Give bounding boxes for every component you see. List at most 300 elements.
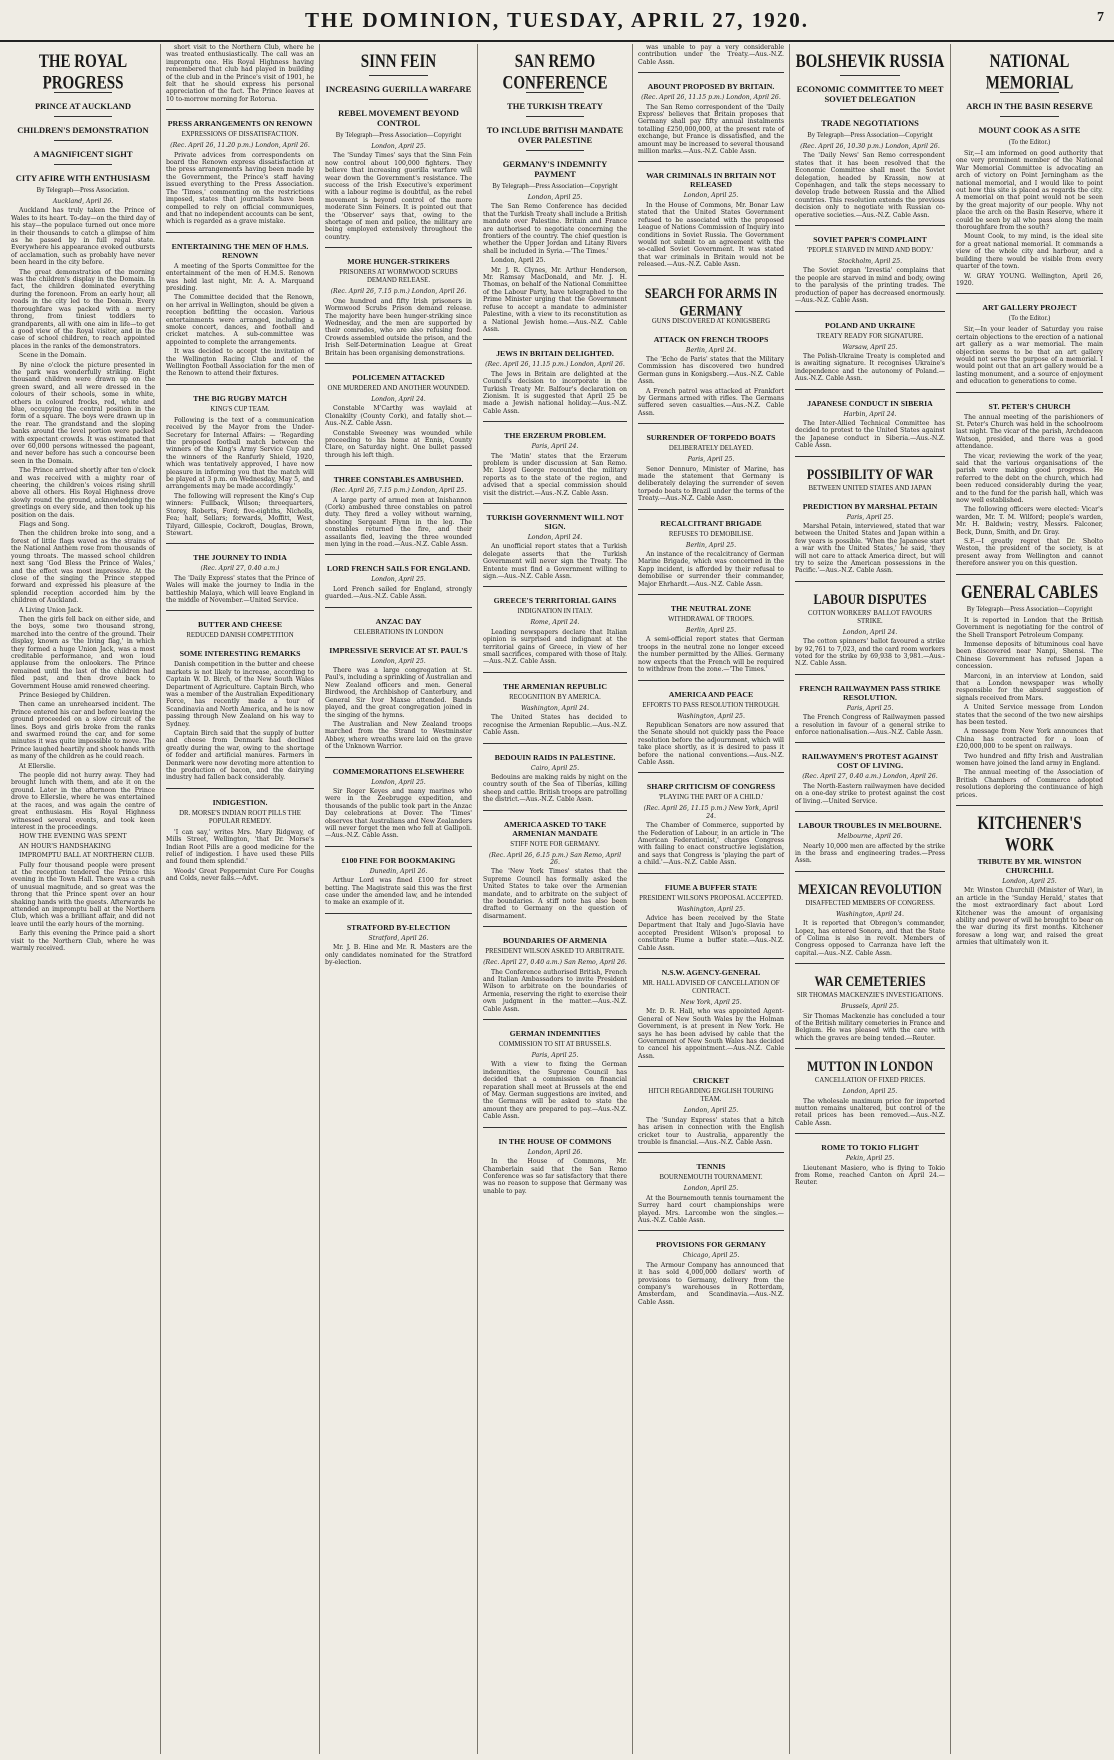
section-subhead: KING'S CUP TEAM.	[210, 405, 270, 413]
section-rule	[956, 392, 1103, 393]
section-subhead: DELIBERATELY DELAYED.	[668, 445, 754, 453]
section-rule	[483, 926, 627, 927]
dateline: (Rec. April 26, 7.15 p.m.) London, April 26.	[330, 288, 467, 296]
paragraph: The San Remo Conference has decided that the Turkish Treaty shall include a British mandate over Palestine. Britain and France are authorised to negotiate concerning the frontiers of the country. The chief question is whether the Upper Jordan and Litany Rivers shall be included in Syria.—'The Times.'	[483, 203, 627, 255]
section-headline: BOUNDARIES OF ARMENIA	[502, 936, 608, 946]
section-headline: THE JOURNEY TO INDIA	[193, 553, 287, 563]
section-headline: LORD FRENCH SAILS FOR ENGLAND.	[326, 564, 471, 574]
dateline: London, April 25.	[683, 192, 739, 200]
section-headline: ANZAC DAY	[375, 616, 422, 626]
paragraph: Following is the text of a communication received by the Mayor from the Under-Secretary for Internal Affairs: — 'Regarding the proposed football match between the winners of the King's Army Service Cup and the winners of the Ranfurly Shield, 1920, which was tentatively approved, I have now pleasure in informing you that the match will be played at 3 p.m. on Wednesday, May 5, and arrangements may be made accordingly.'	[166, 416, 314, 491]
section-subhead: BETWEEN UNITED STATES AND JAPAN	[808, 484, 932, 492]
column-sinn-fein	[319, 44, 477, 1754]
column-royal-progress	[6, 44, 160, 1754]
column-bolshevik-russia	[789, 44, 950, 1754]
section-subhead: REDUCED DANISH COMPETITION	[186, 632, 294, 640]
dateline: Stratford, April 26.	[368, 934, 429, 942]
story-deck: REBEL MOVEMENT BEYOND CONTROL	[338, 108, 459, 128]
paragraph: The Inter-Allied Technical Committee has decided to protest to the United States against the Japanese conduct in Siberia.—Aus.-N.Z. Cable Assn.	[795, 419, 945, 450]
paragraph: Arthur Lord was fined £100 for street betting. The Magistrate said this was the first case under the amended law, and he intended to make an example of it.	[325, 877, 472, 907]
rule-divider	[369, 75, 428, 76]
paragraph: Sir,—In your leader of Saturday you raise certain objections to the erection of a national art gallery as a war memorial. The main objection seems to be that an art gallery would not serve the purpose of a memorial. I would point out that an art gallery would be a lasting monument, and a source of enjoyment and education to generations to come.	[956, 326, 1103, 386]
section-headline: ENTERTAINING THE MEN OF H.M.S. RENOWN	[171, 241, 309, 260]
section-rule	[638, 958, 784, 959]
paragraph: The people did not hurry away. They had brought lunch with them, and ate it on the ground. Later in the afternoon the Prince drove to Ellerslie, where he was entertained at the races, and was again the centre of great enthusiasm. His Royal Highness witnessed several events, and took keen interest in the proceedings.	[11, 772, 155, 831]
paragraph: The 'Echo de Paris' states that the Military Commission has discovered two hundred German guns in Konigsberg.—Aus.-N.Z. Cable Assn.	[638, 355, 784, 386]
section-headline: ABOUNT PROPOSED BY BRITAIN.	[647, 82, 775, 92]
paragraph: 'I can say,' writes Mrs. Mary Ridgway, of Mills Street, Wellington, 'that Dr. Morse's Indian Root Pills are a good medicine for the relief of indigestion. I have used these Pills and found them splendid.'	[166, 828, 314, 866]
story-deck: TO INCLUDE BRITISH MANDATE OVER PALESTINE	[486, 125, 624, 145]
paragraph: Marshal Petain, interviewed, stated that war between the United States and Japan within a few years is possible. 'When the Japanese start a war with the United States,' he said, 'they will not care to attack America direct, but will try to seize the American possessions in the Pacific.'—Aus.-N.Z. Cable Assn.	[795, 522, 945, 575]
paragraph: One hundred and fifty Irish prisoners in Wormwood Scrubs Prison demand release. The majority have been hunger-striking since Wednesday, and the men are supported by their comrades, who are also refusing food. Crowds assembled outside the prison, and the Irish Self-Determination League at Great Britain has been organising demonstrations.	[325, 297, 472, 357]
dateline: Berlin, April 25.	[685, 627, 737, 635]
section-subhead: DISAFFECTED MEMBERS OF CONGRESS.	[805, 899, 935, 907]
dateline: Berlin, April 25.	[685, 541, 737, 549]
section-rule	[325, 913, 472, 914]
story-deck: CHILDREN'S DEMONSTRATION	[17, 125, 149, 135]
paragraph: The Polish-Ukraine Treaty is completed and is awaiting signature. It recognises Ukraine's independence and the autonomy of Poland.—Aus.-N.Z. Cable Assn.	[795, 352, 945, 383]
paragraph: Two hundred and fifty Irish and Australian women have joined the land army in England.	[956, 752, 1103, 767]
credit-line: By Telegraph—Press Association—Copyright	[335, 132, 462, 139]
section-rule	[166, 109, 314, 110]
paragraph: The 'Sunday Express' states that a hitch has arisen in connection with the English cricket tour to Australia, apparently the trouble is financial.—Aus.-N.Z. Cable Assn.	[638, 1116, 784, 1146]
section-headline: WAR CRIMINALS IN BRITAIN NOT RELEASED	[646, 171, 776, 190]
paragraph: A meeting of the Sports Committee for the entertainment of the men of H.M.S. Renown was held last night, Mr. A. A. Marquand presiding.	[166, 262, 314, 292]
dateline: Paris, April 24.	[531, 443, 579, 451]
section-rule	[166, 232, 314, 233]
paragraph: With a view to fixing the German indemnities, the Supreme Council has decided that a commission on financial reparation shall meet at Brussels at the end of May. German suggestions are invited, and the Germans will be asked to state the amount they are prepared to pay.—Aus.-N.Z. Cable Assn.	[483, 1061, 627, 1121]
section-rule	[166, 384, 314, 385]
paragraph: Fully four thousand people were present at the reception tendered the Prince this evening in the Town Hall. There was a crush of unusual magnitude, and so great was the throng that the Prince spent over an hour shaking hands with the guests. Afterwards he attended an impromptu ball at the Northern Club, which was a brilliant affair, and did not leave until the early hours of the morning.	[11, 861, 155, 928]
paragraph: Then the children broke into song, and a forest of little flags waved as the strains of the National Anthem rose from thousands of young throats. The massed school children next sang 'God Bless the Prince of Wales,' and the effect was most impressive. At the close of the singing the Prince stepped forward and expressed his pleasure at the splendid reception accorded him by the children of Auckland.	[11, 530, 155, 605]
paragraph: At the Bournemouth tennis tournament the Surrey hard court championships were played. Mrs. Larcombe won the singles.—Aus.-N.Z. Cable Assn.	[638, 1194, 784, 1224]
paragraph: There was a large congregation at St. Paul's, including a sprinkling of Australian and New Zealand officers and men. General Birdwood, the Archbishop of Canterbury, and General Sir Ivor Maxse attended. Bands played, and the great congregation joined in the singing of the hymns.	[325, 667, 472, 719]
dateline: (Rec. April 26, 11.15 p.m.) London, April 26.	[641, 94, 781, 102]
dateline: London, April 25.	[683, 1107, 739, 1115]
section-headline: PROVISIONS FOR GERMANY	[655, 1240, 767, 1250]
section-headline: JAPANESE CONDUCT IN SIBERIA	[807, 398, 933, 408]
section-rule	[325, 846, 472, 847]
section-subhead-2: PREDICTION BY MARSHAL PETAIN	[802, 501, 938, 511]
section-rule	[638, 1230, 784, 1231]
rule-divider	[840, 75, 900, 76]
section-rule	[795, 1133, 945, 1134]
dateline: Pekin, April 25.	[845, 1155, 895, 1163]
paragraph: A semi-official report states that German troops in the neutral zone no longer exceed the number permitted by the Allies. Germany now expects that the French will be required to withdraw from the zone.—'The Times.'	[638, 636, 784, 674]
columns	[6, 44, 1108, 1754]
paragraph: Prince Besieged by Children.	[19, 692, 111, 699]
section-rule	[795, 389, 945, 390]
paragraph: By nine o'clock the picture presented in the park was wonderfully striking. Eight thousand children were drawn up on the green sward, and all were dressed in the colours of their schools, some in white, others in coloured frocks, red, white and blue, occupying the central position in the form of a square. The boys were drawn up in the rear. The grandstand and the sloping banks around the level portion were packed with expectant crowds. It was estimated that over 60,000 persons witnessed the pageant, and never before has such a concourse been seen in the Domain.	[11, 361, 155, 465]
story-deck: A MAGNIFICENT SIGHT	[33, 149, 133, 159]
dateline: Washington, April 25.	[677, 712, 745, 720]
paragraph: The 'Daily Express' states that the Prince of Wales will make the journey to India in the battleship Malaya, which will leave England in the middle of November.—United Service.	[166, 574, 314, 604]
paragraph: Lieutenant Masiero, who is flying to Tokio from Rome, reached Canton on April 24.—Reuter.	[795, 1164, 945, 1187]
section-headline: £100 FINE FOR BOOKMAKING	[341, 855, 456, 865]
credit-line: By Telegraph—Press Association.	[36, 187, 130, 194]
paragraph: Private advices from correspondents on board the Renown express dissatisfaction at the press arrangements having been made by the Government, the Prince's staff having issued everything to the Press Association. The 'Times,' commenting on the restrictions imposed, states that journalists have been compelled to rely on official communiques, and that no independent accounts can be sent, which is regarded as a grave mistake.	[166, 151, 314, 226]
section-rule	[638, 772, 784, 773]
dateline: London, April 25.	[683, 1185, 739, 1193]
section-rule	[795, 456, 945, 457]
paragraph: Marconi, in an interview at London, said that a London newspaper was wholly responsible for the absurd suggestion of signals received from Mars.	[956, 672, 1103, 702]
section-subhead-2: SOME INTERESTING REMARKS	[179, 649, 301, 659]
section-subhead: COMMISSION TO SIT AT BRUSSELS.	[498, 1041, 612, 1049]
section-headline: AMERICA AND PEACE	[668, 689, 754, 699]
paragraph: The Chamber of Commerce, supported by the Federation of Labour, in an article in 'The American Federationist,' charges Congress with failing to enact constructive legislation, and says that Congress is 'playing the part of a child.'—Aus.-N.Z. Cable Assn.	[638, 822, 784, 867]
section-headline: TURKISH GOVERNMENT WILL NOT SIGN.	[486, 513, 624, 531]
section-subhead: (To the Editor.)	[1008, 315, 1051, 323]
paragraph: Captain Birch said that the supply of butter and cheese from Denmark had declined greatly during the war, owing to the shortage of fodder and artificial manures. Farmers in Denmark were now devoting more attention to the production of bacon, and the dairying industry had fallen back considerably.	[166, 730, 314, 782]
section-subhead: REFUSES TO DEMOBILISE.	[668, 530, 754, 538]
dateline: Paris, April 25.	[531, 1052, 579, 1060]
section-rule	[483, 503, 627, 504]
paragraph: The 'Sunday Times' says that the Sinn Fein now control about 100,000 fighters. They believe that increasing guerilla warfare will wear down the Government's resistance. The success of the Irish Executive's experiment with a labour regime is doubtful, as the rebel movement is beyond control of the more moderate Sinn Feiners. It is pointed out that the 'Observer' says that, owing to the shortage of men and police, the military are being employed extensively throughout the country.	[325, 152, 472, 241]
dateline: London, April 24.	[842, 628, 898, 636]
paragraph: In the House of Commons, Mr. Bonar Law stated that the United States Government refused to be associated with the proposed League of Nations Commission of Inquiry into conditions in Soviet Russia. The Government would not submit to an agreement with the so-called Soviet Government. It was stated that war criminals in Britain would not be released.—Aus.-N.Z. Cable Assn.	[638, 201, 784, 269]
dateline: (Rec. April 26, 7.15 p.m.) London, April 25.	[330, 487, 467, 495]
section-subhead: WITHDRAWAL OF TROOPS.	[668, 616, 754, 624]
story-deck: CITY AFIRE WITH ENTHUSIASM	[15, 173, 151, 183]
section-subhead: BOURNEMOUTH TOURNAMENT.	[659, 1174, 763, 1182]
section-headline: SEARCH FOR ARMS IN GERMANY	[644, 283, 778, 319]
dateline: Paris, April 25.	[846, 513, 894, 521]
section-rule	[638, 72, 784, 73]
section-rule	[956, 574, 1103, 575]
paragraph: The Committee decided that the Renown, on her arrival in Wellington, should be given a reception befitting the occasion. Various entertainments were arranged, including a smoke concert, dances, and football and cricket matches. A sub-committee was appointed to complete the arrangements.	[166, 294, 314, 346]
paragraph: Woods' Great Peppermint Cure For Coughs and Colds, never fails.—Advt.	[166, 867, 314, 883]
rule-divider	[369, 99, 428, 100]
rule-divider	[54, 164, 112, 165]
paragraph: The United States has decided to recognise the Armenian Republic.—Aus.-N.Z. Cable Assn.	[483, 714, 627, 737]
paragraph: The Australian and New Zealand troops marched from the Strand to Westminster Abbey, where wreaths were laid on the grave of the Unknown Warrior.	[325, 720, 472, 751]
section-subhead-2: IMPRESSIVE SERVICE AT ST. PAUL'S	[329, 645, 468, 655]
section-rule	[638, 680, 784, 681]
section-rule	[325, 757, 472, 758]
column-san-remo	[477, 44, 632, 1754]
paragraph: Advice has been received by the State Department that Italy and Jugo-Slavia have accepted President Wilson's proposal to constitute Fiume a buffer state.—Aus.-N.Z. Cable Assn.	[638, 915, 784, 952]
section-headline: SHARP CRITICISM OF CONGRESS	[646, 782, 776, 792]
paragraph: AN HOUR'S HANDSHAKING	[19, 842, 111, 850]
paragraph: S.F.—I greatly regret that Dr. Sholto Weston, the president of the society, is at present away from Wellington and cannot therefore answer you on this question.	[956, 538, 1103, 568]
section-headline: MUTTON IN LONDON	[807, 1057, 933, 1075]
masthead	[0, 0, 1114, 42]
paragraph: The Jews in Britain are delighted at the Council's decision to incorporate in the Turkish Treaty Mr. Balfour's declaration on Zionism. It is suggested that April 25 be made a Jewish national holiday.—Aus.-N.Z. Cable Assn.	[483, 370, 627, 415]
section-headline: ROME TO TOKIO FLIGHT	[821, 1143, 919, 1153]
paragraph: Mr. Winston Churchill (Minister of War), in an article in the 'Sunday Herald,' states that the most extraordinary fact about Lord Kitchener was the amount of organising ability and power of will he brought to bear on the war during its first months. Kitchener foresaw a long war, and raised the great armies that ultimately won it.	[956, 887, 1103, 947]
paragraph: Constable Sweeney was wounded while proceeding to his home at Ennis, County Clare, on Saturday night. One bullet passed through his left thigh.	[325, 429, 472, 459]
section-headline: LABOUR DISPUTES	[813, 589, 927, 608]
section-subhead: PRESIDENT WILSON'S PROPOSAL ACCEPTED.	[639, 894, 783, 902]
rule-divider	[840, 109, 900, 110]
section-rule	[795, 871, 945, 872]
rule-divider	[526, 150, 584, 151]
dateline: (Rec. April 26, 11.15 p.m.) New York, April 24.	[643, 805, 779, 820]
section-headline: FIUME A BUFFER STATE	[664, 882, 758, 892]
paragraph: A large party of armed men at Inishannon (Cork) ambushed three constables on patrol duty. They fired a volley without warning, shooting Sergeant Flynn in the leg. The constables returned the fire, and their assailants fled, leaving the three wounded men lying in the road.—Aus.-N.Z. Cable Assn.	[325, 496, 472, 549]
story-deck: MOUNT COOK AS A SITE	[978, 125, 1081, 135]
kitchener-headline: KITCHENER'S WORK	[977, 814, 1082, 856]
section-subhead: PRESIDENT WILSON ASKED TO ARBITRATE.	[485, 948, 625, 956]
section-rule	[483, 421, 627, 422]
story-headline: SINN FEIN	[360, 52, 437, 72]
dateline: New York, April 25.	[680, 999, 742, 1007]
dateline: London, April 25.	[371, 576, 426, 584]
story-deck: INCREASING GUERILLA WARFARE	[325, 84, 472, 94]
paragraph: Mr. D. R. Hall, who was appointed Agent-General of New South Wales by the Holman Government, is at present in New York. He says he has been advised by cable that the Government of New South Wales has decided to cancel his appointment.—Aus.-N.Z. Cable Assn.	[638, 1008, 784, 1060]
section-headline: BUTTER AND CHEESE	[197, 620, 283, 630]
dateline: Chicago, April 25.	[682, 1252, 740, 1260]
paragraph: The French Congress of Railwaymen passed a resolution in favour of a general strike to enforce nationalisation.—Aus.-N.Z. Cable Assn.	[795, 714, 945, 737]
paragraph: The 'Matin' states that the Erzerum problem is under discussion at San Remo. Mr. Lloyd George recounted the military reports as to the state of the region, and advised that a special commission should visit the district.—Aus.-N.Z. Cable Assn.	[483, 452, 627, 497]
section-rule	[795, 963, 945, 964]
credit-line: By Telegraph—Press Association—Copyright	[492, 183, 618, 190]
paragraph: A Living Union Jack.	[19, 606, 84, 614]
dateline: Melbourne, April 26.	[837, 833, 903, 841]
paragraph: Nearly 10,000 men are affected by the strike in the brass and engineering trades.—Press Assn.	[795, 842, 945, 865]
paragraph: Lord French sailed for England, strongly guarded.—Aus.-N.Z. Cable Assn.	[325, 585, 472, 601]
kitchener-subhead: TRIBUTE BY MR. WINSTON CHURCHILL	[977, 857, 1082, 876]
section-rule	[638, 161, 784, 162]
section-headline: GREECE'S TERRITORIAL GAINS	[493, 596, 617, 606]
paragraph: The great demonstration of the morning was the children's display in the Domain. In fact, the children dominated everything during the forenoon. From an early hour, all roads in the city led to the Domain. Every thoroughfare was packed with a merry throng, from tiniest toddlers to grandparents, all with one aim in life—to get a good view of the Royal visitor, and in the case of school children, to reach appointed places in the ranks of the demonstrators.	[11, 268, 155, 350]
section-headline: STRATFORD BY-ELECTION	[346, 922, 451, 932]
section-rule	[638, 1152, 784, 1153]
section-headline: INDIGESTION.	[212, 797, 268, 807]
section-subhead: DR. MORSE'S INDIAN ROOT PILLS THE POPULAR REMEDY.	[179, 809, 301, 825]
paragraph: The Armour Company has announced that it has sold 4,000,000 dollars' worth of provisions to Germany, delivery from the company's warehouses in Rotterdam, Amsterdam, and Scandinavia.—Aus.-N.Z. Cable Assn.	[638, 1261, 784, 1306]
paragraph: An unofficial report states that a Turkish delegate asserts that the Turkish Government will never sign the Treaty. The Entente must find a Government willing to sign.—Aus.-N.Z. Cable Assn.	[483, 543, 627, 581]
section-rule	[795, 811, 945, 812]
section-subhead: CELEBRATIONS IN LONDON	[353, 628, 444, 636]
section-subhead: CANCELLATION OF FIXED PRICES.	[814, 1077, 926, 1085]
section-headline: COMMEMORATIONS ELSEWHERE	[332, 766, 465, 776]
dateline: Paris, April 25.	[687, 456, 735, 464]
section-headline: THE ERZERUM PROBLEM.	[504, 431, 606, 441]
section-rule	[638, 509, 784, 510]
paragraph: London, April 25.	[491, 257, 546, 265]
paragraph: It is reported that Obregon's commander, Lopez, has entered Sonora, and that the State of Colima is also in revolt. Members of Congress opposed to Carranza have left the capital.—Aus.-N.Z. Cable Assn.	[795, 920, 945, 957]
section-headline: MORE HUNGER-STRIKERS	[347, 257, 450, 267]
paragraph: IMPROMPTU BALL AT NORTHERN CLUB.	[19, 852, 155, 860]
section-subhead: INDIGNATION IN ITALY.	[517, 608, 593, 616]
section-subhead: EFFORTS TO PASS RESOLUTION THROUGH.	[642, 701, 780, 709]
dateline: London, April 25.	[371, 657, 426, 665]
section-rule	[166, 788, 314, 789]
section-subhead: SIR THOMAS MACKENZIE'S INVESTIGATIONS.	[796, 992, 944, 1000]
rule-divider	[526, 116, 584, 117]
section-rule	[483, 672, 627, 673]
credit-line: (To the Editor.)	[1008, 139, 1051, 146]
rule-divider	[54, 116, 112, 117]
credit-line: By Telegraph—Press Association—Copyright	[807, 132, 933, 139]
rule-divider	[54, 140, 112, 141]
section-rule	[795, 581, 945, 582]
dateline: Rome, April 24.	[530, 619, 580, 627]
section-subhead: STIFF NOTE FOR GERMANY.	[510, 840, 600, 848]
section-headline: POSSIBILITY OF WAR	[806, 464, 934, 483]
dateline: Stockholm, April 25.	[837, 258, 903, 266]
section-rule	[638, 594, 784, 595]
section-rule	[166, 610, 314, 611]
story-deck: ECONOMIC COMMITTEE TO MEET SOVIET DELEGATION	[796, 84, 944, 104]
section-rule	[795, 311, 945, 312]
paragraph: HOW THE EVENING WAS SPENT	[19, 833, 127, 841]
section-rule	[166, 543, 314, 544]
section-rule	[325, 465, 472, 466]
paragraph: A message from New York announces that China has contracted for a loan of £20,000,000 to be spent on railways.	[956, 728, 1103, 751]
paragraph: A United Service message from London states that the second of the two new airships has been tested.	[956, 704, 1103, 726]
dateline: (Rec. April 26, 10.30 p.m.) London, April 26.	[800, 143, 940, 150]
section-headline: WAR CEMETERIES	[814, 972, 926, 990]
paragraph: Sir,—I am informed on good authority that one very prominent member of the National War Memorial Committee is advocating an arch of victory on Point Jerningham as the national memorial, and I would like to point out how this site is placed as regards the city. A memorial on that point would not be seen by the great majority of our people. Why not place the arch on the Basin Reserve, where it could be seen by all who pass along the main thoroughfare from the south?	[956, 150, 1103, 232]
section-rule	[483, 743, 627, 744]
section-rule	[325, 247, 472, 248]
dateline: Washington, April 24.	[521, 704, 589, 712]
paragraph: It is reported in London that the British Government is negotiating for the control of the Shell Transport Petroleum Company.	[956, 616, 1103, 639]
paragraph: The Conference authorised British, French and Italian Ambassadors to invite President Wilson to arbitrate on the boundaries of Armenia, reserving the right to exercise their own judgment in the matter.—Aus.-N.Z. Cable Assn.	[483, 968, 627, 1013]
paragraph: At Ellerslie.	[19, 762, 56, 770]
story-headline: BOLSHEVIK RUSSIA	[795, 52, 945, 72]
paragraph: Constable M'Carthy was waylaid at Clonakilty (County Cork), and fatally shot.—Aus.-N.Z. Cable Assn.	[325, 405, 472, 428]
section-rule	[325, 363, 472, 364]
section-subhead: COTTON WORKERS' BALLOT FAVOURS STRIKE.	[808, 609, 932, 625]
section-rule	[795, 1048, 945, 1049]
paragraph: Mr. J. R. Clynes, Mr. Arthur Henderson, Mr. Ramsay MacDonald, and Mr. J. H. Thomas, on behalf of the National Committee of the Labour Party, have telegraphed to the Prime Minister urging that the Government refuse to accept a mandate to administer Palestine, with a view to its reconstitution as a National Jewish home.—Aus.-N.Z. Cable Assn.	[483, 266, 627, 333]
section-headline: GERMAN INDEMNITIES	[509, 1029, 601, 1039]
section-headline: JEWS IN BRITAIN DELIGHTED.	[496, 349, 614, 359]
section-subhead: 'PEOPLE STARVED IN MIND AND BODY.'	[807, 247, 933, 255]
paragraph: Then the girls fell back on either side, and the boys, some two thousand strong, marched into the centre of the ground. Their display, known as 'the living flag,' in which they formed a huge Union Jack, was a most creditable performance, and won loud applause from the onlookers. The Prince remained until the last of the children had filed past, and then drove back to Government House amid renewed cheering.	[11, 615, 155, 690]
story-deck: GERMANY'S INDEMNITY PAYMENT	[502, 159, 608, 179]
story-deck: THE TURKISH TREATY	[507, 101, 603, 111]
section-rule	[638, 1066, 784, 1067]
paragraph: Then came an unrehearsed incident. The Prince entered his car and before leaving the ground proceeded on a slow circuit of the lines. Boys and girls broke from the ranks and swarmed round the car, and for some minutes it was quite impossible to move. The Prince laughed heartily and shook hands with as many of the children as he could reach.	[11, 701, 156, 761]
dateline: London, April 25.	[371, 778, 426, 786]
paragraph: Bedouins are making raids by night on the country south of the Sea of Tiberias, killing sheep and cattle. British troops are patrolling the district.—Aus.-N.Z. Cable Assn.	[483, 773, 627, 804]
section-subhead: MR. HALL ADVISED OF CANCELLATION OF CONTRACT.	[642, 980, 780, 996]
section-headline: POLICEMEN ATTACKED	[352, 372, 445, 382]
story-deck: TRADE NEGOTIATIONS	[821, 118, 919, 128]
section-subhead: GUNS DISCOVERED AT KONIGSBERG	[651, 317, 771, 325]
paragraph: Flags and Song.	[19, 521, 70, 529]
section-headline: CRICKET	[692, 1076, 730, 1086]
section-headline: POLAND AND UKRAINE	[824, 320, 916, 330]
column-arms-germany	[632, 44, 789, 1754]
section-headline: ST. PETER'S CHURCH	[988, 401, 1071, 411]
section-headline: N.S.W. AGENCY-GENERAL	[661, 968, 761, 978]
paragraph: The North-Eastern railwaymen have decided on a one-day strike to protest against the cost of living.—United Service.	[795, 782, 945, 805]
section-subhead: EXPRESSIONS OF DISSATISFACTION.	[181, 131, 299, 139]
page-number: 7	[1097, 10, 1104, 25]
section-subhead: RECOGNITION BY AMERICA.	[509, 693, 601, 701]
paragraph: The annual meeting of the parishioners of St. Peter's Church was held in the schoolroom last night. The vicar of the parish, Archdeacon Watson, presided, and there was a good attendance.	[956, 413, 1103, 451]
paragraph: In the House of Commons, Mr. Chamberlain said that the San Remo Conference was so far satisfactory that there was no reason to suppose that Germany was unable to pay.	[483, 1158, 627, 1195]
section-headline: BEDOUIN RAIDS IN PALESTINE.	[494, 752, 616, 762]
section-rule	[795, 225, 945, 226]
dateline: (Rec. April 26, 11.15 p.m.) London, April 26.	[485, 361, 625, 369]
section-subhead: ONE MURDERED AND ANOTHER WOUNDED.	[327, 384, 470, 392]
credit-line: By Telegraph—Press Association—Copyright	[966, 605, 1093, 613]
dateline: (Rec. April 27, 0.40 a.m.) London, April 26.	[802, 773, 938, 781]
section-rule	[483, 586, 627, 587]
dateline: London, April 24.	[527, 534, 583, 541]
story-deck: ARCH IN THE BASIN RESERVE	[966, 101, 1093, 111]
paragraph: was unable to pay a very considerable contribution under the Treaty.—Aus.-N.Z. Cable Assn.	[638, 44, 784, 66]
paragraph: The Prince arrived shortly after ten o'clock and was received with a mighty roar of cheering, the children's voices rising shrill above all others. His Royal Highness drove slowly round the ground, acknowledging the greetings on every side, and then took up his position on the dais.	[11, 467, 155, 519]
column-general-cables	[950, 44, 1108, 1754]
paragraph: The San Remo correspondent of the 'Daily Express' believes that Britain proposes that Germany shall pay fifty annual instalments totalling £250,000,000, at the present rate of exchange, but France is dissatisfied, and the amount may be increased to several thousand million marks.—Aus.-N.Z. Cable Assn.	[638, 103, 784, 156]
section-headline: IN THE HOUSE OF COMMONS	[498, 1136, 612, 1146]
general-cables-headline: GENERAL CABLES	[960, 582, 1099, 603]
paragraph: The annual meeting of the Association of British Chambers of Commerce adopted resolutions deploring the continuance of high prices.	[956, 769, 1103, 799]
dateline: Brussels, April 25.	[841, 1003, 899, 1011]
section-rule	[483, 1127, 627, 1128]
rule-divider	[1000, 116, 1059, 117]
paragraph: Republican Senators are now assured that the Senate should not quickly pass the Peace resolution before the adjournment, which will take place shortly, as it is desired to pass it before the national conventions.—Aus.-N.Z. Cable Assn.	[638, 721, 784, 766]
story-headline: SAN REMO CONFERENCE	[502, 52, 608, 94]
dateline: Paris, April 25.	[846, 704, 894, 712]
paragraph: The 'Daily News' San Remo correspondent states that it has been resolved that the Economic Committee shall meet the Soviet delegation, headed by Krassin, now at Copenhagen, and talk the steps necessary to develop trade between Russia and the Allied countries. This resolution extends the previous decision only to negotiate with Russian co-operative societies.—Aus.-N.Z. Cable Assn.	[795, 152, 945, 219]
section-subhead: 'PLAYING THE PART OF A CHILD.'	[658, 794, 764, 802]
dateline: London, April 24.	[371, 395, 426, 403]
section-rule	[325, 554, 472, 555]
story-headline: NATIONAL MEMORIAL	[985, 52, 1074, 94]
paragraph: Mount Cook, to my mind, is the ideal site for a great national memorial. It commands a view of the whole city and harbour, and a building there would be visible from every quarter of the town.	[956, 233, 1103, 271]
section-headline: AMERICA ASKED TO TAKE ARMENIAN MANDATE	[503, 819, 607, 838]
section-rule	[483, 810, 627, 811]
section-subhead: TREATY READY FOR SIGNATURE.	[816, 332, 924, 340]
dateline: (Rec. April 27, 0.40 a.m.) San Remo, April 26.	[483, 959, 627, 967]
dateline: London, April 25.	[842, 1088, 898, 1096]
section-headline: MEXICAN REVOLUTION	[798, 879, 942, 898]
paragraph: W. GRAY YOUNG. Wellington, April 26, 1920.	[956, 272, 1103, 287]
section-headline: FRENCH RAILWAYMEN PASS STRIKE RESOLUTION.	[799, 683, 941, 702]
section-subhead-2: ATTACK ON FRENCH TROOPS	[653, 334, 769, 344]
section-rule	[956, 805, 1103, 806]
section-subhead: HITCH REGARDING ENGLISH TOURING TEAM.	[648, 1088, 774, 1104]
paragraph: Sir Thomas Mackenzie has concluded a tour of the British military cemeteries in France and Belgium. He was pleased with the care with which the graves are being tended.—Reuter.	[795, 1012, 945, 1042]
column-press-arrangements	[160, 44, 319, 1754]
section-headline: PRESS ARRANGEMENTS ON RENOWN	[167, 119, 313, 129]
section-headline: ART GALLERY PROJECT	[982, 303, 1077, 313]
paragraph: The 'New York Times' states that the Supreme Council has formally asked the United States to take over the Armenian mandate, and to arbitrate on the subject of the boundaries. A stiff note has also been drafted to Germany on the question of disarmament.	[483, 868, 627, 920]
section-headline: THE NEUTRAL ZONE	[670, 604, 752, 614]
paragraph: The following officers were elected: Vicar's warden, Mr. T. M. Wilford; people's warden, Mr. H. Baldwin; vestry, Messrs. Falconer, Beck, Dunn, Smith, and Dr. Gray.	[956, 506, 1103, 536]
story-headline: THE ROYAL PROGRESS	[38, 52, 128, 94]
paragraph: Early this evening the Prince paid a short visit to the Northern Club, where he was warmly received.	[11, 930, 155, 952]
section-rule	[795, 674, 945, 675]
dateline: Cairo, April 25.	[530, 764, 580, 772]
story-deck: PRINCE AT AUCKLAND	[34, 101, 132, 111]
paragraph: Scene in the Domain.	[19, 352, 87, 360]
dateline: Dunedin, April 26.	[369, 867, 428, 875]
section-headline: RECALCITRANT BRIGADE	[660, 518, 762, 528]
paragraph: The Soviet organ 'Izvestia' complains that the people are starved in mind and body, owing to the paralysis of the printing trades. The production of paper has decreased enormously.—Aus.-N.Z. Cable Assn.	[795, 267, 945, 305]
paragraph: Senor Dennuro, Minister of Marine, has made the statement that Germany is deliberately delaying the surrender of seven torpedo boats to Brazil under the terms of the Treaty.—Aus.-N.Z. Cable Assn.	[638, 465, 784, 503]
section-headline: SURRENDER OF TORPEDO BOATS	[646, 433, 776, 443]
paragraph: Auckland has truly taken the Prince of Wales to its heart. To-day—on the third day of his stay—the populace turned out once more in their thousands to catch a glimpse of him as he passed by in full regal state. Everywhere his appearance evoked outbursts of acclamation, such as probably have never been heard in the city before.	[11, 207, 155, 267]
dateline: London, April 25.	[1002, 878, 1057, 886]
paragraph: The vicar, reviewing the work of the year, said that the various organisations of the parish were making good progress. He referred to the debt on the church, which had been reduced considerably during the year, and to the fund for the parish hall, which was now well established.	[956, 452, 1103, 505]
paragraph: Immense deposits of bituminous coal have been discovered near Nanpi, Shensi. The Chinese Government has refused Japan a concession.	[956, 640, 1103, 671]
dateline: (Rec. April 26, 11.20 p.m.) London, April 26.	[170, 142, 310, 150]
section-rule	[483, 1019, 627, 1020]
section-headline: THREE CONSTABLES AMBUSHED.	[333, 475, 464, 485]
paragraph: The cotton spinners' ballot favoured a strike by 92,761 to 7,023, and the card room workers voted for the strike by 69,938 to 3,981.—Aus.-N.Z. Cable Assn.	[795, 638, 945, 668]
paragraph: An instance of the recalcitrancy of German Marine Brigade, which was concerned in the Kapp incident, is afforded by their refusal to demobilise or surrender their commander, Major Ehrhardt.—Aus.-N.Z. Cable Assn.	[638, 551, 784, 588]
paragraph: Sir Roger Keyes and many marines who were in the Zeebrugge expedition, and thousands of the public took part in the Anzac Day celebrations at Dover. The 'Times' observes that Australians and New Zealanders will never forget the men who fell at Gallipoli.—Aus.-N.Z. Cable Assn.	[325, 787, 472, 840]
